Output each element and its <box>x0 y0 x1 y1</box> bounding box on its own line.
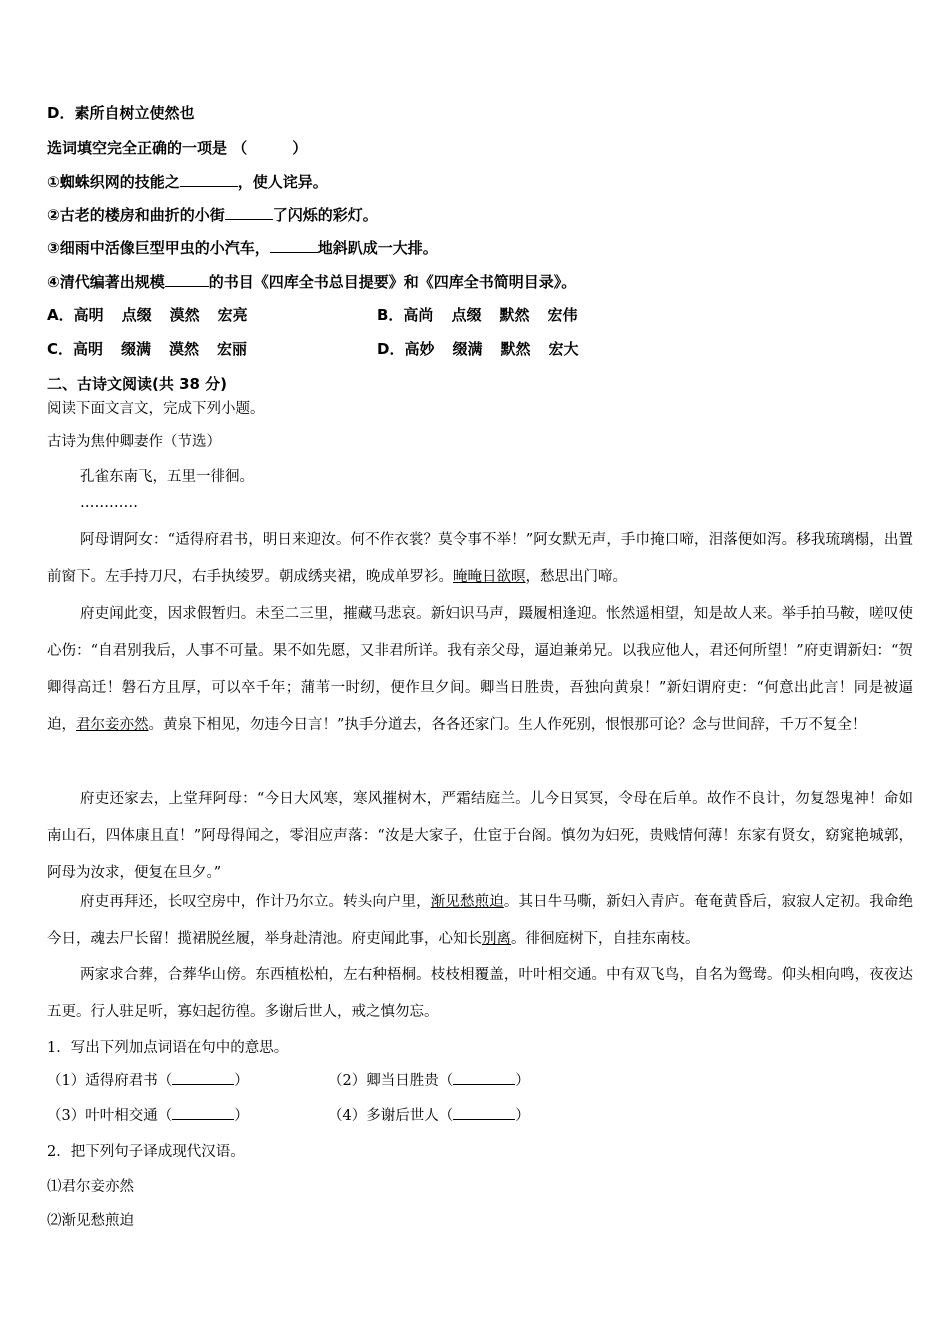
p2-text-b: 。黄泉下相见，勿违今日言！”执手分道去，各各还家门。生人作死别，恨恨那可论？念与世间辞，千万不复全！ <box>148 717 867 733</box>
option-b <box>377 304 595 325</box>
option-c-word-1: C．高明 <box>47 340 104 358</box>
option-c-word-3: 漠然 <box>169 340 200 358</box>
fill-question-stem: 选词填空完全正确的一项是 （ ） <box>47 139 308 157</box>
question-2: 2．把下列句子译成现代汉语。 <box>47 1144 245 1160</box>
q1-3-label: （3）叶叶相交通（ <box>47 1108 173 1124</box>
q1-1-close: ） <box>234 1073 249 1089</box>
blank-3 <box>270 240 318 253</box>
p2-text-a: 府吏闻此变，因求假暂归。未至二三里，摧藏马悲哀。新妇识马声，蹑履相逢迎。怅然遥相望，知是故人来。举手拍马鞍，嗟叹使心伤：“自君别我后，人事不可量。果不如先愿，又非君所详。我有亲父母，逼迫兼弟兄。以我应他人，君还何所望！”府吏谓新妇：“贺卿得高迁！磐石方且厚，可以卒千年；蒲苇一时纫，便作旦夕间。卿当日胜贵，吾独向黄泉！”新妇谓府吏：“何意出此言！同是被逼迫， <box>47 606 913 733</box>
p1-text-b: ，愁思出门啼。 <box>525 569 627 585</box>
p1-text-a: 阿母谓阿女：“适得府君书，明日来迎汝。何不作衣裳？莫令事不举！”阿女默无声，手巾掩口啼，泪落便如泻。移我琉璃榻，出置前窗下。左手持刀尺，右手执绫罗。朝成绣夹裙，晚成单罗衫。 <box>47 532 913 585</box>
q1-4-close: ） <box>515 1108 530 1124</box>
p1-underlined: 晻晻日欲暝 <box>453 569 526 585</box>
section-intro: 阅读下面文言文，完成下列小题。 <box>47 401 265 417</box>
question-2-item-1: ⑴君尔妾亦然 <box>47 1179 134 1195</box>
paragraph-3: 府吏还家去，上堂拜阿母：“今日大风寒，寒风摧树木，严霜结庭兰。儿今日冥冥，令母在后单。故作不良计，勿复怨鬼神！命如南山石，四体康且直！”阿母得闻之，零泪应声落：“汝是大家子，仕宦于台阁。慎勿为妇死，贵贱情何薄！东家有贤女，窈窕艳城郭，阿母为汝求，便复在旦夕。” <box>47 791 913 881</box>
option-a-word-4: 宏亮 <box>217 306 248 324</box>
p4-text-a: 府吏再拜还，长叹空房中，作计乃尔立。转头向户里， <box>80 894 431 910</box>
option-b-word-2: 点缀 <box>451 306 482 324</box>
s2-text-b: 了闪烁的彩灯。 <box>272 206 378 224</box>
poem-title: 古诗为焦仲卿妻作（节选） <box>47 434 221 450</box>
q1-1-label: （1）适得府君书（ <box>47 1073 173 1089</box>
option-b-word-4: 宏伟 <box>547 306 578 324</box>
q1-2-blank <box>453 1072 515 1085</box>
option-d-previous: D．素所自树立使然也 <box>47 104 195 122</box>
option-b-word-3: 默然 <box>499 306 530 324</box>
q1-4-label: （4）多谢后世人（ <box>328 1108 454 1124</box>
question-2-item-2: ⑵渐见愁煎迫 <box>47 1213 134 1229</box>
fill-sentence-2 <box>47 204 378 225</box>
p4-text-b: 。其日牛马嘶，新妇入青庐。奄奄黄昏后，寂寂人定初。我命绝今日，魂去尸长留！揽裙脱丝履，举身赴清池。府吏闻此事，心知长 <box>47 894 914 947</box>
option-a-word-1: A．高明 <box>47 306 104 324</box>
ellipsis: ………… <box>80 495 138 511</box>
fill-sentence-3 <box>47 237 438 258</box>
blank-2 <box>225 207 273 220</box>
question-1-item-3 <box>47 1104 249 1125</box>
option-d-word-3: 默然 <box>500 340 531 358</box>
option-a <box>47 304 266 325</box>
s3-text-a: ③细雨中活像巨型甲虫的小汽车， <box>47 239 270 257</box>
paragraph-4 <box>47 884 913 958</box>
option-d <box>377 338 597 359</box>
q1-2-label: （2）卿当日胜贵（ <box>328 1073 454 1089</box>
s4-text-b: 的书目《四库全书总目提要》和《四库全书简明目录》。 <box>208 273 577 291</box>
question-1-item-2 <box>328 1069 530 1090</box>
blank-1 <box>180 174 238 187</box>
option-d-word-4: 宏大 <box>548 340 579 358</box>
paragraph-5: 两家求合葬，合葬华山傍。东西植松柏，左右种梧桐。枝枝相覆盖，叶叶相交通。中有双飞鸟，自名为鸳鸯。仰头相向鸣，夜夜达五更。行人驻足听，寡妇起彷徨。多谢后世人，戒之慎勿忘。 <box>47 967 913 1020</box>
paragraph-2 <box>47 596 913 744</box>
p4-text-c: 。徘徊庭树下，自挂东南枝。 <box>511 931 700 947</box>
p2-underlined: 君尔妾亦然 <box>76 717 149 733</box>
fill-sentence-4 <box>47 271 576 292</box>
s2-text-a: ②古老的楼房和曲折的小街 <box>47 206 225 224</box>
option-d-word-1: D．高妙 <box>377 340 435 358</box>
option-c <box>47 338 265 359</box>
q1-3-blank <box>172 1107 234 1120</box>
section-heading: 二、古诗文阅读(共 38 分) <box>47 375 228 393</box>
question-1-item-4 <box>328 1104 530 1125</box>
p4-underlined: 渐见愁煎迫 <box>430 894 504 910</box>
option-c-word-2: 缀满 <box>121 340 152 358</box>
option-d-word-2: 缀满 <box>452 340 483 358</box>
s1-text-b: ，使人诧异。 <box>237 173 328 191</box>
option-c-word-4: 宏丽 <box>217 340 248 358</box>
s3-text-b: 地斜趴成一大排。 <box>317 239 438 257</box>
question-1-item-1 <box>47 1069 249 1090</box>
p4-underlined-2: 别离 <box>482 931 511 947</box>
blank-4 <box>165 274 209 287</box>
poem-first-line: 孔雀东南飞，五里一徘徊。 <box>80 469 254 485</box>
option-a-word-2: 点缀 <box>121 306 152 324</box>
q1-4-blank <box>453 1107 515 1120</box>
fill-sentence-1 <box>47 171 328 192</box>
q1-2-close: ） <box>515 1073 530 1089</box>
option-b-word-1: B．高尚 <box>377 306 434 324</box>
q1-3-close: ） <box>234 1108 249 1124</box>
option-a-word-3: 漠然 <box>169 306 200 324</box>
s1-text-a: ①蜘蛛织网的技能之 <box>47 173 180 191</box>
paragraph-1 <box>47 522 913 596</box>
s4-text-a: ④清代编著出规模 <box>47 273 165 291</box>
q1-1-blank <box>172 1072 234 1085</box>
question-1: 1．写出下列加点词语在句中的意思。 <box>47 1040 289 1056</box>
